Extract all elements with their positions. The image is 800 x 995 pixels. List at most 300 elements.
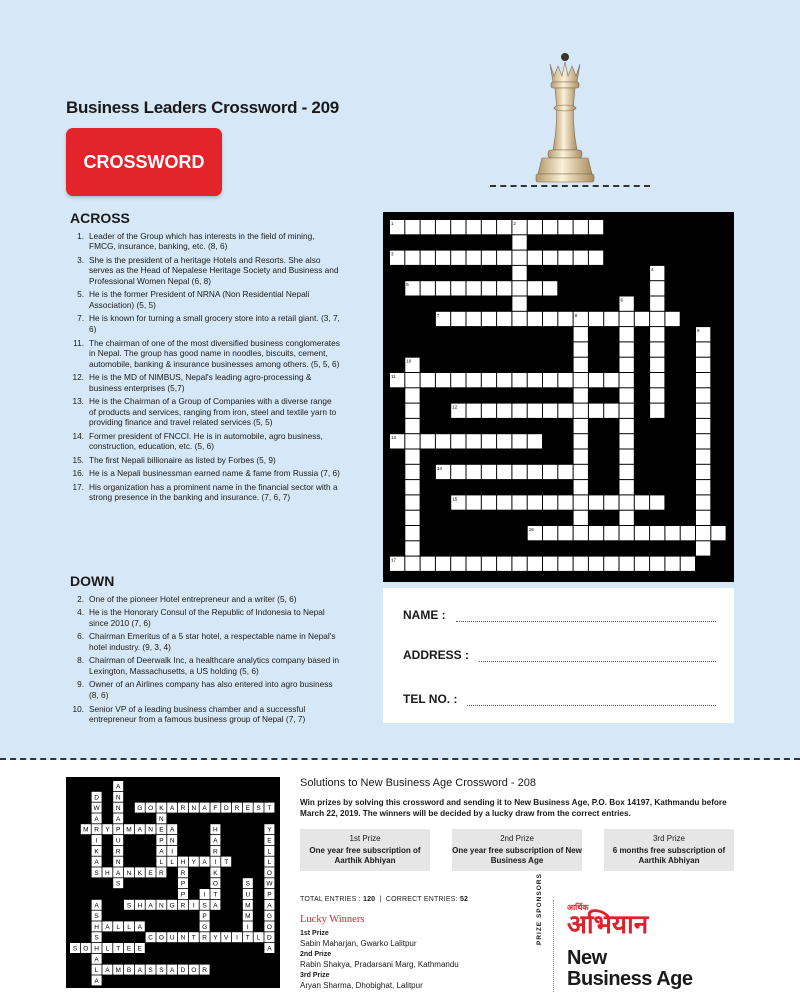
clue-number: 10.: [72, 703, 84, 714]
grid-cell[interactable]: [589, 220, 603, 234]
solution-letter: L: [127, 923, 131, 931]
grid-cell[interactable]: [405, 480, 419, 494]
solution-letter: S: [202, 902, 207, 910]
grid-cell[interactable]: [620, 342, 634, 356]
grid-cell[interactable]: [543, 465, 557, 479]
grid-cell[interactable]: [665, 557, 679, 571]
grid-cell[interactable]: [451, 281, 465, 295]
crossword-grid[interactable]: [383, 212, 734, 582]
grid-cell[interactable]: [696, 495, 710, 509]
grid-cell[interactable]: [589, 495, 603, 509]
clue-item: [70, 482, 340, 503]
grid-cell[interactable]: [451, 557, 465, 571]
grid-cell[interactable]: [681, 526, 695, 540]
solution-letter: A: [170, 826, 175, 834]
solution-letter: O: [212, 880, 218, 888]
grid-cell[interactable]: [650, 327, 664, 341]
solution-letter: M: [126, 826, 132, 834]
solution-letter: B: [126, 967, 132, 975]
solution-letter: N: [159, 902, 164, 910]
grid-cell[interactable]: [512, 465, 526, 479]
solution-letter: L: [116, 923, 121, 931]
grid-cell[interactable]: [405, 388, 419, 402]
grid-cell[interactable]: [528, 312, 542, 326]
grid-cell[interactable]: [543, 220, 557, 234]
total-entries-value: 120: [362, 896, 376, 903]
grid-cell[interactable]: [574, 480, 588, 494]
solution-letter: T: [224, 859, 229, 867]
grid-cell[interactable]: [528, 373, 542, 387]
grid-cell[interactable]: [405, 465, 419, 479]
clue-item: [70, 631, 340, 652]
solution-letter: I: [246, 923, 249, 931]
grid-cell[interactable]: [574, 419, 588, 433]
grid-cell[interactable]: [604, 373, 618, 387]
grid-cell[interactable]: [696, 526, 710, 540]
across-heading: ACROSS: [70, 210, 130, 226]
sponsor-divider: [553, 900, 554, 992]
grid-cell[interactable]: [405, 404, 419, 418]
solution-letter: R: [202, 967, 207, 975]
grid-cell[interactable]: [665, 312, 679, 326]
address-field[interactable]: [479, 652, 716, 662]
grid-cell[interactable]: [512, 434, 526, 448]
grid-cell[interactable]: [482, 312, 496, 326]
name-label: NAME :: [403, 608, 446, 622]
clue-text: One of the pioneer Hotel entrepreneur and a writer (5, 6): [89, 593, 297, 604]
grid-cell[interactable]: [512, 235, 526, 249]
grid-cell[interactable]: [497, 312, 511, 326]
clue-text: She is the president of a heritage Hotels and Resorts. She also serves as the Head of Nepalese Heritage Society and Business and Professional Women Nepal (6, 8): [89, 254, 339, 286]
clue-number: 7.: [77, 313, 84, 324]
grid-cell[interactable]: [635, 495, 649, 509]
grid-cell[interactable]: [467, 251, 481, 265]
grid-cell[interactable]: [451, 312, 465, 326]
grid-cell[interactable]: [467, 220, 481, 234]
grid-cell[interactable]: [543, 373, 557, 387]
grid-cell[interactable]: [421, 281, 435, 295]
grid-cell[interactable]: [467, 434, 481, 448]
grid-cell[interactable]: [528, 220, 542, 234]
grid-cell[interactable]: [650, 404, 664, 418]
grid-cell[interactable]: [650, 312, 664, 326]
grid-cell[interactable]: [482, 251, 496, 265]
grid-cell[interactable]: [451, 465, 465, 479]
solution-letter: W: [266, 880, 273, 888]
solution-letter: A: [137, 967, 142, 975]
decorative-dashed-line: [490, 185, 650, 187]
solution-letter: S: [159, 967, 164, 975]
name-row[interactable]: [403, 608, 716, 622]
grid-cell[interactable]: [405, 541, 419, 555]
entries-divider: |: [377, 896, 386, 903]
grid-cell[interactable]: [512, 373, 526, 387]
grid-cell[interactable]: [512, 404, 526, 418]
grid-cell[interactable]: [543, 526, 557, 540]
grid-cell[interactable]: [574, 557, 588, 571]
grid-cell[interactable]: [620, 327, 634, 341]
grid-cell[interactable]: [696, 450, 710, 464]
grid-cell[interactable]: [558, 495, 572, 509]
grid-cell[interactable]: [696, 388, 710, 402]
grid-cell[interactable]: [558, 220, 572, 234]
grid-cell[interactable]: [543, 281, 557, 295]
cell-number: 10: [406, 358, 412, 364]
grid-cell[interactable]: [497, 373, 511, 387]
solution-letter: R: [234, 805, 240, 813]
grid-cell[interactable]: [620, 404, 634, 418]
grid-cell[interactable]: [620, 358, 634, 372]
grid-cell[interactable]: [436, 434, 450, 448]
name-field[interactable]: [456, 612, 716, 622]
grid-cell[interactable]: [574, 220, 588, 234]
solution-letter: Y: [191, 859, 196, 867]
solutions-title: Solutions to New Business Age Crossword - 208: [300, 777, 537, 789]
grid-cell[interactable]: [543, 312, 557, 326]
clue-text: He is a Nepali businessman earned name & fame from Russia (7, 6): [89, 468, 340, 479]
grid-cell[interactable]: [421, 434, 435, 448]
grid-cell[interactable]: [665, 526, 679, 540]
grid-cell[interactable]: [421, 557, 435, 571]
grid-cell[interactable]: [620, 526, 634, 540]
grid-cell[interactable]: [482, 220, 496, 234]
grid-cell[interactable]: [497, 281, 511, 295]
solution-letter: I: [95, 837, 98, 845]
grid-cell[interactable]: [405, 450, 419, 464]
grid-cell[interactable]: [604, 557, 618, 571]
solution-letter: A: [159, 848, 164, 856]
grid-cell[interactable]: [543, 251, 557, 265]
grid-cell[interactable]: [497, 251, 511, 265]
grid-cell[interactable]: [528, 495, 542, 509]
grid-cell[interactable]: [436, 281, 450, 295]
grid-cell[interactable]: [696, 358, 710, 372]
grid-cell[interactable]: [635, 557, 649, 571]
solution-letter: E: [137, 945, 142, 953]
grid-cell[interactable]: [558, 312, 572, 326]
grid-cell[interactable]: [620, 419, 634, 433]
grid-cell[interactable]: [436, 557, 450, 571]
grid-cell[interactable]: [482, 281, 496, 295]
solution-letter: A: [94, 815, 99, 823]
solution-letter: G: [266, 913, 272, 921]
grid-cell[interactable]: [696, 404, 710, 418]
grid-cell[interactable]: [696, 373, 710, 387]
grid-cell[interactable]: [604, 526, 618, 540]
solution-letter: L: [159, 859, 164, 867]
clue-text: Owner of an Airlines company has also entered into agro business (8, 6): [89, 679, 333, 701]
grid-cell[interactable]: [543, 495, 557, 509]
grid-cell[interactable]: [711, 526, 725, 540]
grid-cell[interactable]: [528, 251, 542, 265]
grid-cell[interactable]: [528, 404, 542, 418]
grid-cell[interactable]: [620, 495, 634, 509]
prize-desc: One year free subscription of New Business Age: [452, 846, 582, 866]
grid-cell[interactable]: [650, 297, 664, 311]
grid-cell[interactable]: [650, 281, 664, 295]
clue-number: 12.: [72, 372, 84, 383]
grid-cell[interactable]: [405, 220, 419, 234]
solution-letter: U: [169, 934, 175, 942]
solution-letter: N: [126, 869, 132, 877]
prize-title: 2nd Prize: [500, 834, 534, 843]
clue-number: 4.: [77, 607, 84, 618]
grid-cell[interactable]: [528, 465, 542, 479]
grid-cell[interactable]: [512, 266, 526, 280]
grid-cell[interactable]: [589, 404, 603, 418]
grid-cell[interactable]: [574, 495, 588, 509]
grid-cell[interactable]: [497, 220, 511, 234]
grid-cell[interactable]: [558, 404, 572, 418]
grid-cell[interactable]: [405, 419, 419, 433]
grid-cell[interactable]: [482, 373, 496, 387]
grid-cell[interactable]: [451, 434, 465, 448]
cell-number: 5: [406, 282, 409, 288]
grid-cell[interactable]: [512, 251, 526, 265]
cell-number: 7: [436, 312, 440, 318]
grid-cell[interactable]: [528, 434, 542, 448]
grid-cell[interactable]: [467, 465, 481, 479]
grid-cell[interactable]: [558, 465, 572, 479]
solution-letter: M: [115, 967, 121, 975]
grid-cell[interactable]: [558, 526, 572, 540]
solution-letter: I: [236, 934, 238, 942]
solution-letter: L: [256, 934, 261, 942]
grid-cell[interactable]: [650, 495, 664, 509]
correct-entries-value: 52: [459, 896, 469, 903]
grid-cell[interactable]: [650, 373, 664, 387]
grid-cell[interactable]: [574, 373, 588, 387]
grid-cell[interactable]: [696, 342, 710, 356]
grid-cell[interactable]: [405, 434, 419, 448]
grid-cell[interactable]: [620, 511, 634, 525]
solution-letter: D: [267, 934, 272, 942]
grid-cell[interactable]: [512, 281, 526, 295]
solution-letter: A: [213, 837, 218, 845]
grid-cell[interactable]: [589, 526, 603, 540]
grid-cell[interactable]: [467, 312, 481, 326]
grid-cell[interactable]: [543, 404, 557, 418]
clue-text: He is the MD of NIMBUS, Nepal's leading agro-processing & business enterprises (5,7): [89, 372, 312, 393]
grid-cell[interactable]: [635, 312, 649, 326]
cell-number: 14: [436, 465, 442, 471]
grid-cell[interactable]: [574, 342, 588, 356]
grid-cell[interactable]: [512, 557, 526, 571]
clue-item: [70, 313, 340, 334]
grid-cell[interactable]: [574, 434, 588, 448]
solution-letter: A: [94, 859, 99, 867]
grid-cell[interactable]: [421, 251, 435, 265]
grid-cell[interactable]: [589, 251, 603, 265]
address-row[interactable]: [403, 648, 716, 662]
cell-number: 11: [391, 374, 396, 379]
clue-item: [70, 431, 340, 452]
clue-number: 6.: [77, 631, 84, 642]
solution-letter: M: [83, 826, 89, 834]
grid-cell[interactable]: [696, 511, 710, 525]
grid-cell[interactable]: [650, 358, 664, 372]
solution-letter: A: [137, 826, 142, 834]
grid-cell[interactable]: [620, 434, 634, 448]
solution-letter: G: [137, 805, 143, 813]
grid-cell[interactable]: [620, 465, 634, 479]
grid-cell[interactable]: [589, 557, 603, 571]
grid-cell[interactable]: [543, 557, 557, 571]
grid-cell[interactable]: [421, 220, 435, 234]
grid-cell[interactable]: [635, 526, 649, 540]
cell-number: 13: [391, 435, 397, 441]
solution-letter: S: [94, 869, 99, 877]
page-title: Business Leaders Crossword - 209: [66, 98, 339, 117]
grid-cell[interactable]: [497, 557, 511, 571]
grid-cell[interactable]: [436, 251, 450, 265]
abhiyan-logo-small: आर्थिक: [567, 903, 589, 912]
grid-cell[interactable]: [436, 373, 450, 387]
nba-line2: Business Age: [567, 968, 693, 990]
grid-cell[interactable]: [604, 312, 618, 326]
grid-cell[interactable]: [696, 480, 710, 494]
grid-cell[interactable]: [436, 220, 450, 234]
grid-cell[interactable]: [405, 511, 419, 525]
clue-number: 15.: [72, 454, 84, 465]
solution-letter: A: [105, 923, 110, 931]
solution-letter: S: [245, 880, 250, 888]
grid-cell[interactable]: [451, 220, 465, 234]
grid-cell[interactable]: [482, 404, 496, 418]
grid-cell[interactable]: [574, 358, 588, 372]
winner-prize: 1st Prize: [300, 929, 329, 937]
grid-cell[interactable]: [482, 557, 496, 571]
clue-item: [70, 289, 340, 310]
solution-letter: R: [202, 934, 207, 942]
grid-cell[interactable]: [512, 495, 526, 509]
grid-cell[interactable]: [681, 557, 695, 571]
grid-cell[interactable]: [421, 373, 435, 387]
clue-item: [70, 655, 340, 676]
grid-cell[interactable]: [604, 404, 618, 418]
solution-letter: L: [267, 848, 272, 856]
cell-number: 6: [620, 297, 624, 303]
grid-cell[interactable]: [467, 557, 481, 571]
grid-cell[interactable]: [467, 404, 481, 418]
grid-cell[interactable]: [482, 434, 496, 448]
grid-cell[interactable]: [482, 465, 496, 479]
grid-cell[interactable]: [405, 557, 419, 571]
grid-cell[interactable]: [650, 342, 664, 356]
grid-cell[interactable]: [574, 327, 588, 341]
grid-cell[interactable]: [512, 312, 526, 326]
clue-number: 5.: [77, 289, 84, 300]
solution-letter: N: [148, 826, 153, 834]
grid-cell[interactable]: [589, 312, 603, 326]
solution-letter: K: [94, 848, 99, 856]
clue-number: 9.: [77, 679, 84, 690]
grid-cell[interactable]: [574, 450, 588, 464]
grid-cell[interactable]: [512, 297, 526, 311]
grid-cell[interactable]: [696, 434, 710, 448]
solution-letter: A: [116, 815, 121, 823]
grid-cell[interactable]: [620, 312, 634, 326]
grid-cell[interactable]: [620, 373, 634, 387]
grid-cell[interactable]: [696, 541, 710, 555]
grid-cell[interactable]: [528, 557, 542, 571]
grid-cell[interactable]: [558, 251, 572, 265]
solution-letter: K: [137, 869, 142, 877]
cell-number: 4: [651, 266, 654, 272]
grid-cell[interactable]: [497, 465, 511, 479]
solution-letter: U: [115, 837, 121, 845]
grid-cell[interactable]: [620, 388, 634, 402]
tel-field[interactable]: [467, 696, 716, 706]
solution-letter: R: [180, 869, 186, 877]
clue-item: [70, 455, 340, 466]
grid-cell[interactable]: [574, 404, 588, 418]
solution-letter: N: [115, 794, 121, 802]
clue-number: 3.: [77, 254, 84, 265]
clue-number: 8.: [77, 655, 84, 666]
grid-cell[interactable]: [620, 557, 634, 571]
solution-letter: N: [159, 815, 164, 823]
grid-cell[interactable]: [482, 495, 496, 509]
cell-number: 8: [574, 312, 578, 318]
solution-letter: N: [115, 805, 121, 813]
grid-cell[interactable]: [558, 373, 572, 387]
solution-letter: A: [170, 967, 175, 975]
grid-cell[interactable]: [650, 388, 664, 402]
grid-cell[interactable]: [574, 526, 588, 540]
grid-cell[interactable]: [497, 495, 511, 509]
grid-cell[interactable]: [405, 251, 419, 265]
grid-cell[interactable]: [558, 557, 572, 571]
grid-cell[interactable]: [574, 465, 588, 479]
grid-cell[interactable]: [696, 465, 710, 479]
solution-letter: I: [171, 848, 174, 856]
grid-cell[interactable]: [467, 281, 481, 295]
abhiyan-logo: अभियान: [567, 910, 649, 940]
clue-number: 11.: [73, 337, 84, 348]
solution-letter: F: [213, 805, 218, 813]
solution-letter: A: [94, 902, 99, 910]
grid-cell[interactable]: [574, 511, 588, 525]
grid-cell[interactable]: [467, 495, 481, 509]
grid-cell[interactable]: [405, 495, 419, 509]
grid-cell[interactable]: [696, 419, 710, 433]
grid-cell[interactable]: [604, 495, 618, 509]
tel-row[interactable]: [403, 692, 716, 706]
solution-letter: H: [94, 923, 99, 931]
grid-cell[interactable]: [589, 373, 603, 387]
solution-letter: U: [245, 891, 251, 899]
grid-cell[interactable]: [650, 557, 664, 571]
grid-cell[interactable]: [497, 434, 511, 448]
solution-letter: A: [94, 956, 99, 964]
grid-cell[interactable]: [650, 526, 664, 540]
grid-cell[interactable]: [497, 404, 511, 418]
cell-number: 16: [528, 527, 534, 532]
grid-cell[interactable]: [574, 251, 588, 265]
solution-letter: I: [203, 891, 206, 899]
grid-cell[interactable]: [405, 526, 419, 540]
grid-cell[interactable]: [451, 373, 465, 387]
grid-cell[interactable]: [528, 281, 542, 295]
clue-item: [70, 704, 340, 725]
grid-cell[interactable]: [467, 373, 481, 387]
grid-cell[interactable]: [620, 450, 634, 464]
grid-cell[interactable]: [574, 388, 588, 402]
grid-cell[interactable]: [620, 480, 634, 494]
grid-cell[interactable]: [405, 373, 419, 387]
grid-cell[interactable]: [451, 251, 465, 265]
